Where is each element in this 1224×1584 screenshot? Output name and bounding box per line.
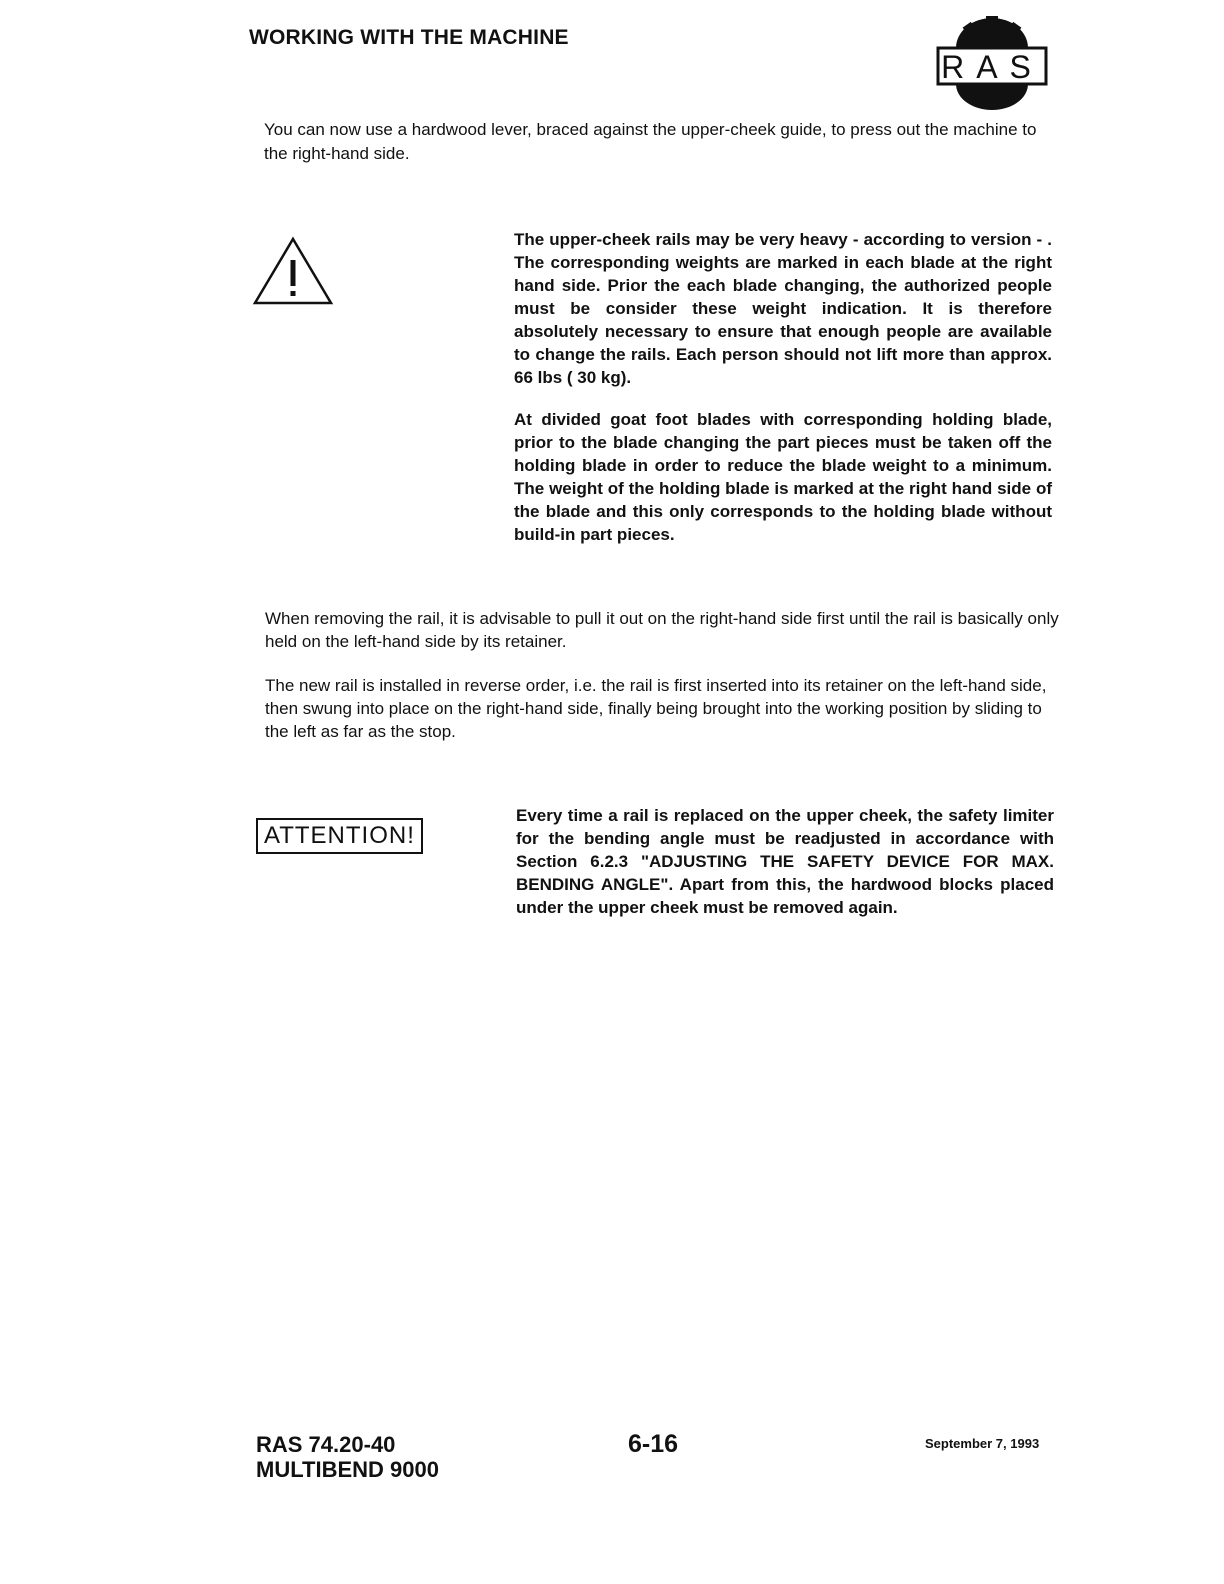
attention-label: ATTENTION! [256,818,423,854]
doc-number: RAS 74.20-40 [256,1432,396,1457]
warning-paragraph-goat-foot: At divided goat foot blades with corresponding holding blade, prior to the blade changing the part pieces must be taken off the holding blade in order to reduce the blade weight to a minimum. The weight of the holding blade is marked at the right hand side of the blade and this only corresponds to the holding blade without build-in part pieces. [514,410,1052,544]
body-paragraph-removal: When removing the rail, it is advisable to pull it out on the right-hand side first until the rail is basically only held on the left-hand side by its retainer. [265,609,1059,651]
logo-text: RAS [941,49,1043,85]
section-title: WORKING WITH THE MACHINE [249,26,569,49]
warning-paragraph-weight: The upper-cheek rails may be very heavy - according to version - . The corresponding weights are marked in each blade at the right hand side. Prior the each blade changing, the authorized people must be consider these weight indication. It is therefore absolutely necessary to ensure that enough people are available to change the rails. Each person should not lift more than approx. 66 lbs ( 30 kg). [514,230,1052,387]
footer-date: September 7, 1993 [925,1436,1040,1451]
intro-paragraph: You can now use a hardwood lever, braced against the upper-cheek guide, to press out the machine to the right-hand side. [264,120,1037,163]
footer-doc-info [256,1432,439,1482]
body-paragraph-install: The new rail is installed in reverse order, i.e. the rail is first inserted into its retainer on the left-hand side, then swung into place on the right-hand side, finally being brought into the working position by sliding to the left as far as the stop. [265,676,1047,741]
warning-triangle-icon [252,236,334,306]
model-name: MULTIBEND 9000 [256,1457,439,1482]
attention-text: Every time a rail is replaced on the upper cheek, the safety limiter for the bending angle must be readjusted in accordance with Section 6.2.3 "ADJUSTING THE SAFETY DEVICE FOR MAX. BENDING ANGLE". Apart from this, the hardwood blocks placed under the upper cheek must be removed again. [516,806,1054,917]
page-number: 6-16 [628,1430,679,1458]
ras-logo [934,14,1050,110]
warning-text [514,228,1052,565]
